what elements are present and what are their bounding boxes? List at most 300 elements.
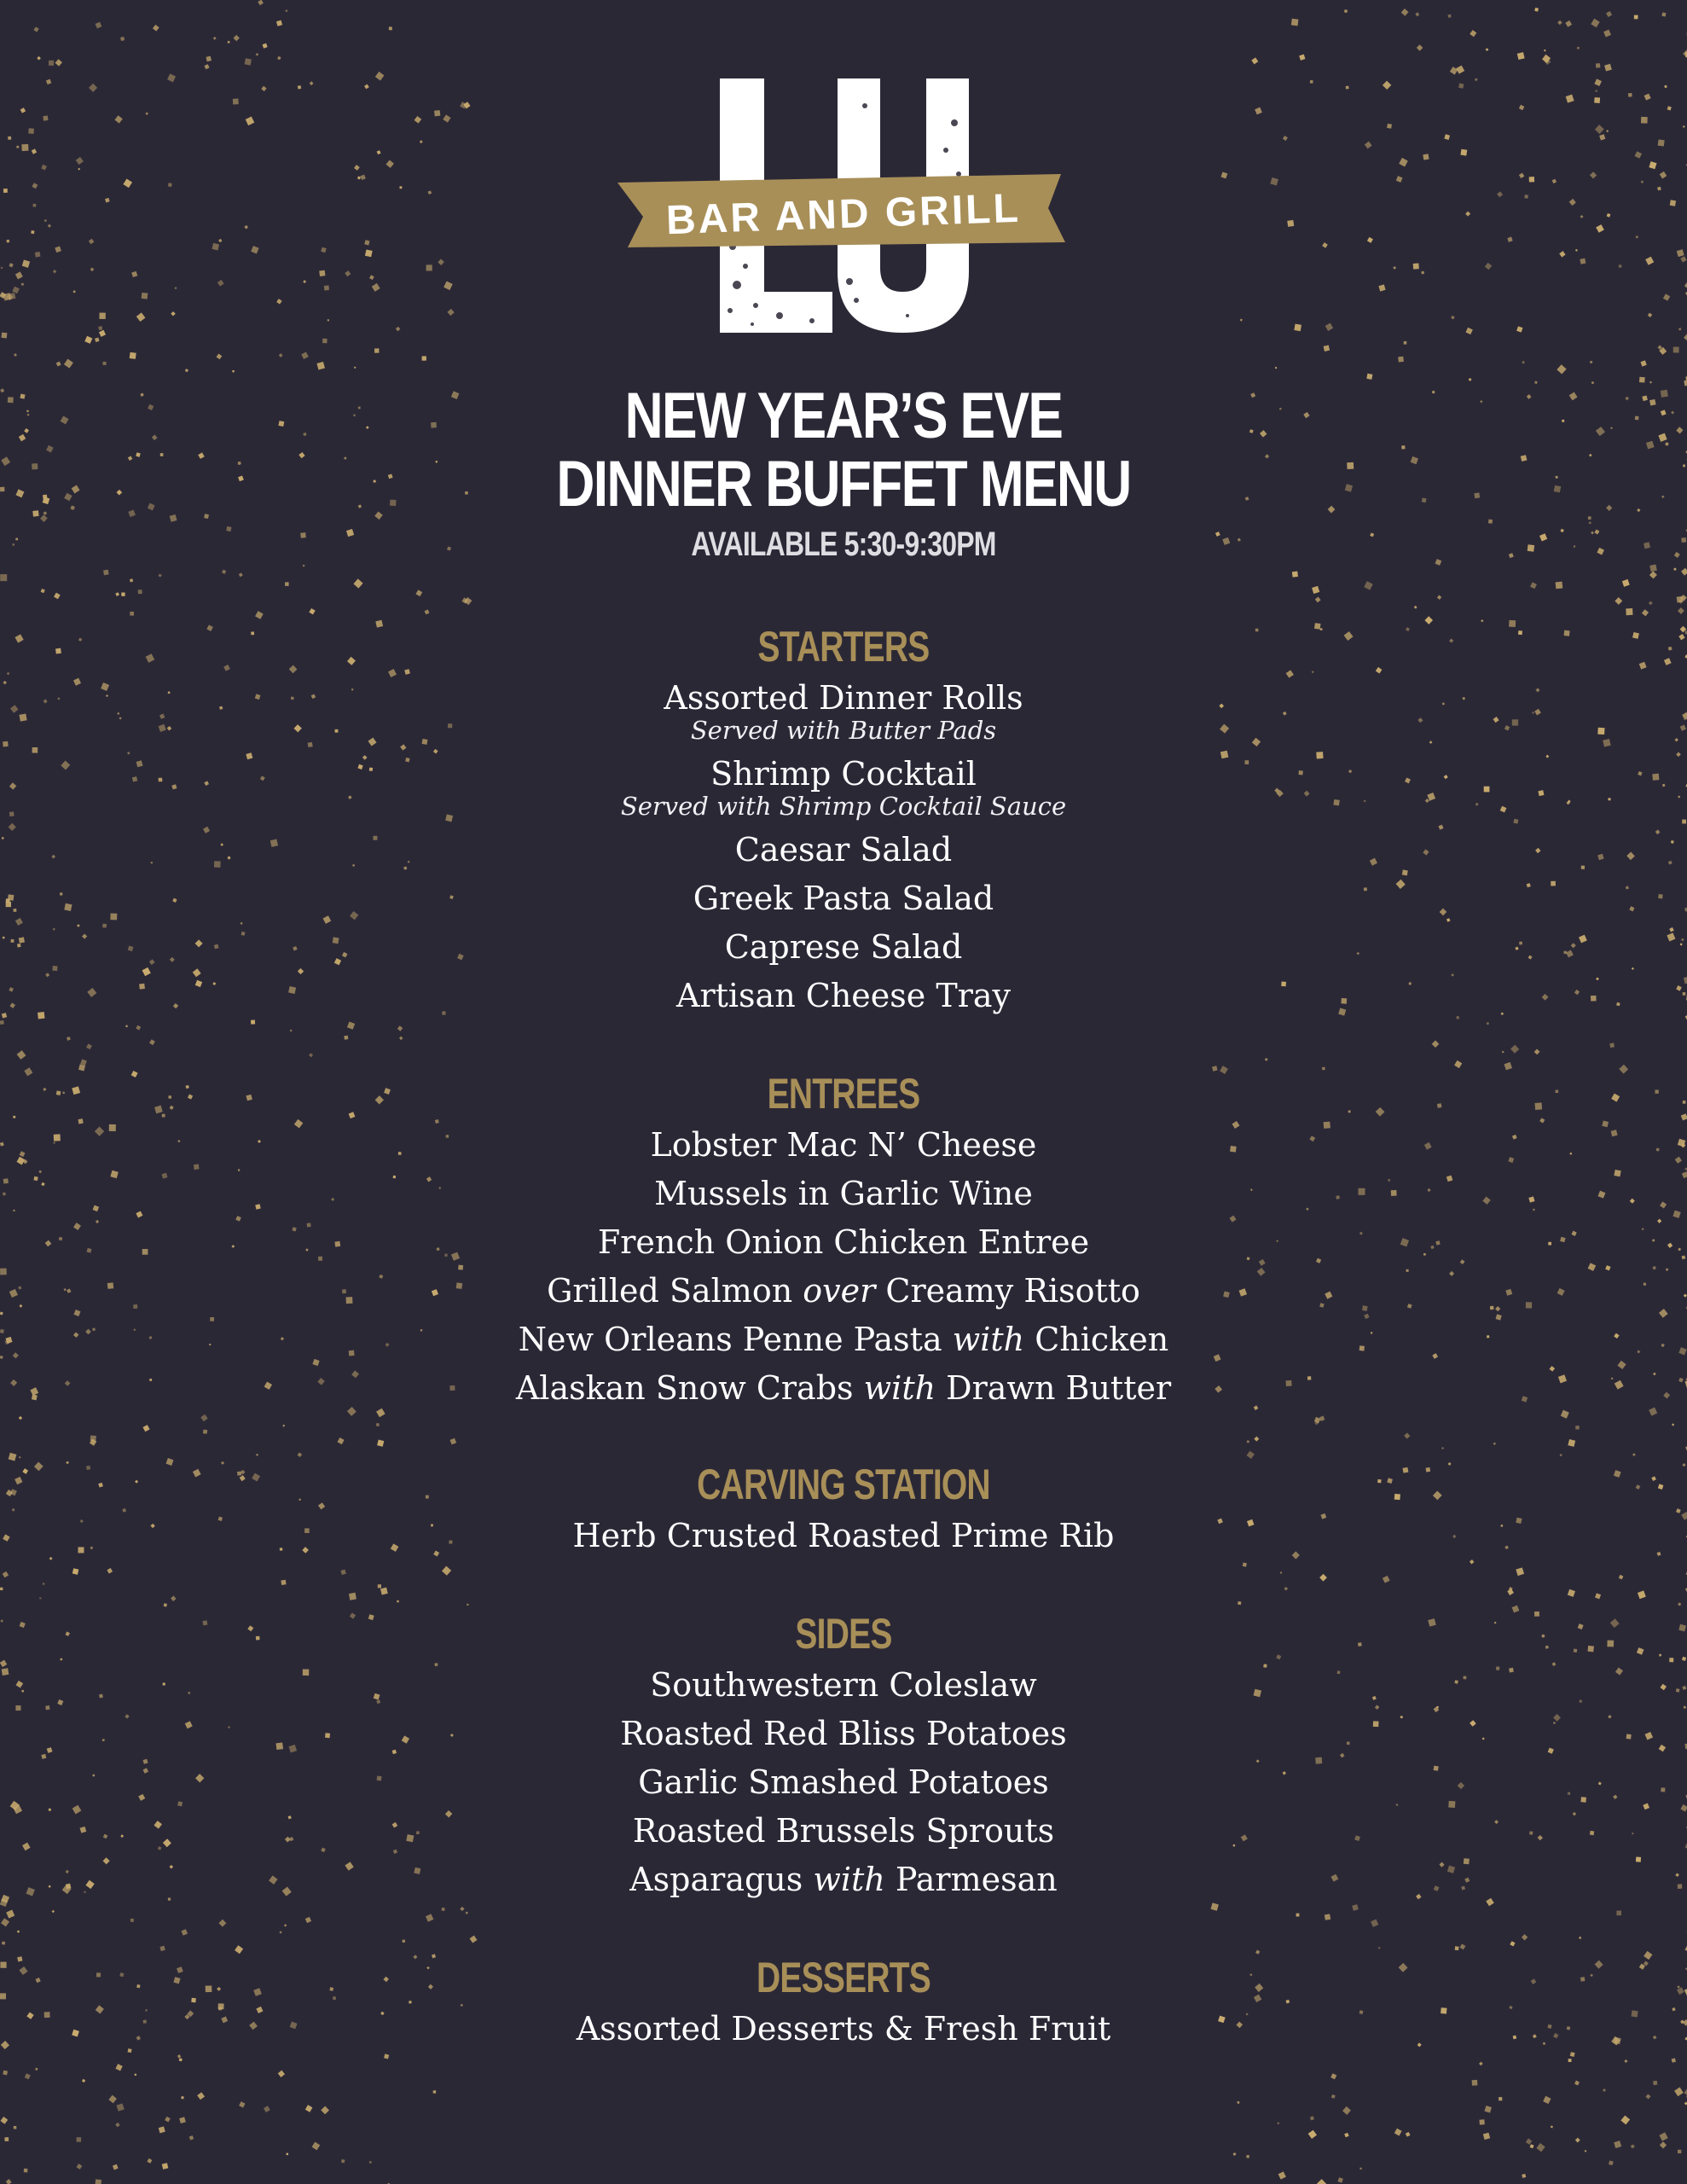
menu-item: Artisan Cheese Tray: [676, 977, 1011, 1014]
confetti-speck: [1566, 95, 1574, 103]
confetti-speck: [3, 189, 8, 193]
confetti-speck: [77, 2164, 83, 2169]
confetti-speck: [1324, 345, 1330, 351]
confetti-speck: [89, 239, 95, 245]
confetti-speck: [1524, 195, 1528, 199]
confetti-speck: [1659, 2132, 1667, 2140]
confetti-speck: [372, 283, 380, 292]
confetti-speck: [116, 2103, 124, 2111]
confetti-speck: [35, 2068, 38, 2071]
confetti-speck: [33, 26, 38, 32]
confetti-speck: [212, 243, 220, 251]
confetti-speck: [1595, 90, 1597, 92]
confetti-speck: [1325, 323, 1333, 331]
confetti-speck: [1516, 326, 1522, 332]
confetti-speck: [301, 351, 309, 359]
confetti-speck: [1383, 81, 1391, 90]
section-heading-entrees: ENTREES: [767, 1070, 920, 1118]
confetti-speck: [1599, 134, 1605, 140]
confetti-speck: [167, 73, 176, 82]
confetti-speck: [1299, 55, 1305, 61]
confetti-speck: [185, 369, 188, 372]
confetti-speck: [15, 271, 23, 279]
menu-item-dish: Asparagus: [629, 1861, 803, 1898]
confetti-speck: [287, 2153, 288, 2155]
confetti-speck: [55, 59, 62, 66]
confetti-speck: [1606, 130, 1609, 132]
confetti-speck: [258, 0, 264, 5]
confetti-speck: [1683, 125, 1685, 128]
confetti-speck: [1485, 263, 1492, 270]
confetti-speck: [1674, 2088, 1684, 2097]
section-carving-station: [0, 1461, 1687, 1560]
confetti-speck: [319, 270, 325, 276]
confetti-speck: [16, 146, 19, 148]
confetti-speck: [369, 2161, 372, 2164]
confetti-speck: [278, 2071, 285, 2077]
confetti-speck: [245, 58, 252, 65]
confetti-speck: [197, 2092, 205, 2100]
confetti-speck: [1469, 378, 1472, 381]
confetti-speck: [1251, 57, 1258, 64]
confetti-speck: [123, 179, 132, 189]
confetti-speck: [1595, 125, 1604, 134]
confetti-speck: [102, 362, 106, 365]
confetti-speck: [48, 224, 51, 228]
confetti-speck: [1240, 318, 1243, 321]
confetti-speck: [1472, 2080, 1478, 2086]
confetti-speck: [1534, 8, 1539, 12]
confetti-speck: [95, 2179, 101, 2184]
confetti-speck: [31, 230, 34, 234]
confetti-speck: [72, 290, 75, 293]
confetti-speck: [1575, 249, 1578, 252]
confetti-speck: [1246, 2155, 1249, 2158]
confetti-speck: [232, 370, 235, 373]
confetti-speck: [374, 348, 379, 352]
section-heading-starters: STARTERS: [757, 623, 930, 671]
menu-item: French Onion Chicken Entree: [597, 1223, 1090, 1261]
menu-item-joiner: with: [952, 1321, 1025, 1358]
confetti-speck: [20, 107, 26, 113]
menu-item: Roasted Brussels Sprouts: [632, 1812, 1055, 1850]
confetti-speck: [82, 2079, 85, 2082]
confetti-speck: [1670, 200, 1676, 206]
menu-item: Shrimp Cocktail: [710, 755, 977, 793]
confetti-speck: [354, 165, 360, 171]
confetti-speck: [206, 56, 212, 62]
menu-item-accompaniment: Drawn Butter: [946, 1369, 1172, 1407]
confetti-speck: [28, 128, 34, 134]
menu-item: Assorted Desserts & Fresh Fruit: [576, 2010, 1111, 2048]
confetti-speck: [77, 2137, 82, 2142]
menu-item: Caprese Salad: [724, 928, 963, 966]
confetti-speck: [1603, 30, 1611, 38]
menu-title-line-2: DINNER BUFFET MENU: [556, 448, 1131, 520]
confetti-speck: [322, 339, 327, 343]
confetti-speck: [1483, 2133, 1490, 2140]
confetti-speck: [426, 264, 432, 270]
confetti-speck: [159, 2126, 165, 2133]
confetti-speck: [1283, 136, 1288, 141]
menu-item-note: Served with Butter Pads: [690, 716, 997, 745]
confetti-speck: [434, 110, 440, 116]
confetti-speck: [147, 2158, 152, 2164]
confetti-speck: [1444, 134, 1450, 140]
confetti-speck: [1658, 139, 1665, 146]
confetti-speck: [4, 2137, 9, 2141]
confetti-speck: [24, 2169, 28, 2173]
confetti-speck: [1609, 2160, 1614, 2165]
confetti-speck: [153, 25, 159, 32]
confetti-speck: [1614, 2140, 1621, 2148]
confetti-speck: [1401, 9, 1409, 16]
confetti-speck: [1569, 199, 1576, 206]
confetti-speck: [56, 362, 61, 367]
confetti-speck: [422, 356, 426, 360]
confetti-speck: [1499, 2097, 1502, 2100]
confetti-speck: [78, 168, 80, 171]
confetti-speck: [324, 285, 329, 290]
confetti-speck: [189, 2135, 194, 2140]
confetti-speck: [1308, 2130, 1317, 2139]
confetti-speck: [365, 250, 373, 258]
menu-item: Assorted Dinner Rolls: [664, 679, 1023, 717]
confetti-speck: [113, 2164, 119, 2170]
confetti-speck: [1585, 2150, 1587, 2152]
confetti-speck: [168, 183, 172, 187]
confetti-speck: [1657, 187, 1661, 191]
confetti-speck: [1529, 177, 1535, 183]
confetti-speck: [276, 299, 282, 305]
confetti-speck: [1596, 224, 1604, 233]
confetti-speck: [1393, 266, 1396, 270]
confetti-speck: [1367, 237, 1373, 243]
confetti-speck: [1644, 94, 1651, 101]
confetti-speck: [32, 183, 38, 189]
confetti-speck: [263, 44, 268, 49]
confetti-speck: [1394, 2129, 1402, 2136]
confetti-speck: [108, 2095, 117, 2104]
confetti-speck: [21, 144, 28, 151]
confetti-speck: [277, 56, 281, 60]
menu-item-dish: Alaskan Snow Crabs: [515, 1369, 854, 1407]
confetti-speck: [7, 240, 10, 243]
confetti-speck: [321, 247, 327, 253]
lu-bar-and-grill-logo: [609, 72, 1078, 345]
confetti-speck: [105, 198, 110, 203]
confetti-speck: [1631, 2144, 1635, 2148]
section-starters: [0, 623, 1687, 1020]
confetti-speck: [1317, 2179, 1326, 2184]
confetti-speck: [1450, 67, 1458, 75]
confetti-speck: [1310, 80, 1313, 84]
confetti-speck: [43, 115, 48, 120]
confetti-speck: [44, 219, 47, 222]
confetti-speck: [1465, 212, 1470, 217]
confetti-speck: [1359, 2168, 1361, 2169]
confetti-speck: [1641, 181, 1644, 183]
confetti-speck: [1344, 2133, 1348, 2137]
confetti-speck: [1458, 84, 1464, 89]
confetti-speck: [96, 22, 102, 29]
confetti-speck: [1387, 124, 1392, 129]
confetti-speck: [1684, 334, 1687, 341]
confetti-speck: [84, 336, 92, 344]
confetti-speck: [1544, 49, 1546, 52]
confetti-speck: [49, 61, 54, 66]
confetti-speck: [9, 263, 13, 267]
menu-item: [0, 1364, 1687, 1413]
availability-hours: AVAILABLE 5:30-9:30PM: [691, 526, 996, 563]
confetti-speck: [375, 72, 385, 81]
menu-item: Greek Pasta Salad: [693, 880, 994, 917]
confetti-speck: [1557, 364, 1566, 374]
confetti-speck: [246, 117, 255, 126]
confetti-speck: [1497, 191, 1503, 197]
confetti-speck: [443, 282, 453, 291]
confetti-speck: [386, 160, 393, 167]
menu-item-joiner: with: [863, 1369, 936, 1407]
confetti-speck: [1604, 64, 1612, 72]
confetti-speck: [1678, 328, 1681, 330]
confetti-speck: [90, 267, 95, 271]
confetti-speck: [389, 26, 392, 30]
confetti-speck: [217, 280, 224, 287]
confetti-speck: [228, 41, 230, 44]
confetti-speck: [305, 2105, 313, 2112]
confetti-speck: [1310, 2117, 1314, 2121]
confetti-speck: [115, 2123, 119, 2127]
confetti-speck: [1684, 2089, 1687, 2096]
confetti-speck: [377, 150, 381, 154]
confetti-speck: [233, 99, 239, 105]
confetti-speck: [1331, 2094, 1336, 2099]
confetti-speck: [1575, 2138, 1580, 2143]
confetti-speck: [25, 2073, 31, 2079]
confetti-speck: [1678, 2150, 1681, 2153]
confetti-speck: [12, 287, 20, 294]
confetti-speck: [22, 259, 30, 267]
confetti-speck: [1580, 215, 1584, 218]
confetti-speck: [1603, 2088, 1606, 2092]
confetti-speck: [1641, 360, 1647, 366]
confetti-speck: [179, 2117, 186, 2123]
confetti-speck: [1399, 158, 1408, 167]
confetti-speck: [1322, 242, 1328, 248]
section-heading-sides: SIDES: [795, 1610, 892, 1658]
menu-item: Mussels in Garlic Wine: [654, 1175, 1033, 1212]
menu-item-joiner: with: [813, 1861, 885, 1898]
menu-item: [0, 1267, 1687, 1316]
confetti-speck: [1649, 161, 1656, 169]
confetti-speck: [174, 287, 177, 289]
logo-banner-text: BAR AND GRILL: [665, 185, 1022, 244]
confetti-speck: [1519, 105, 1524, 110]
confetti-speck: [1641, 117, 1648, 124]
confetti-speck: [261, 86, 266, 91]
confetti-speck: [1484, 2106, 1491, 2112]
confetti-speck: [1645, 2094, 1650, 2099]
confetti-speck: [364, 84, 369, 90]
confetti-speck: [256, 53, 259, 56]
confetti-speck: [218, 239, 222, 242]
confetti-speck: [1636, 235, 1638, 238]
confetti-speck: [171, 311, 176, 317]
confetti-speck: [35, 252, 41, 258]
confetti-speck: [438, 259, 443, 265]
confetti-speck: [396, 327, 400, 331]
confetti-speck: [1507, 237, 1512, 242]
confetti-speck: [1591, 19, 1599, 27]
confetti-speck: [14, 2126, 17, 2129]
confetti-speck: [115, 2064, 122, 2071]
confetti-speck: [32, 204, 36, 207]
confetti-speck: [1277, 2122, 1279, 2124]
confetti-speck: [1680, 256, 1686, 262]
confetti-speck: [1421, 271, 1424, 275]
confetti-speck: [1522, 361, 1525, 364]
menu-item: [0, 1316, 1687, 1364]
confetti-speck: [1417, 44, 1423, 50]
confetti-speck: [130, 352, 136, 359]
confetti-speck: [251, 246, 258, 253]
menu-item-accompaniment: Chicken: [1035, 1321, 1169, 1358]
confetti-speck: [298, 85, 302, 90]
confetti-speck: [239, 2101, 245, 2107]
confetti-speck: [1530, 2144, 1534, 2148]
confetti-speck: [1667, 106, 1672, 110]
confetti-speck: [1664, 85, 1667, 89]
confetti-speck: [1594, 97, 1600, 103]
confetti-speck: [1255, 107, 1262, 115]
confetti-speck: [177, 2054, 182, 2059]
confetti-speck: [41, 165, 47, 171]
confetti-speck: [1456, 66, 1464, 74]
confetti-speck: [1590, 361, 1592, 363]
confetti-speck: [1460, 149, 1467, 156]
confetti-speck: [1577, 47, 1580, 49]
confetti-speck: [6, 2179, 12, 2184]
menu-item: Caesar Salad: [734, 831, 953, 868]
confetti-speck: [321, 2106, 329, 2115]
confetti-speck: [1552, 179, 1557, 184]
confetti-speck: [1451, 316, 1455, 320]
confetti-speck: [264, 2106, 270, 2112]
confetti-speck: [1415, 12, 1419, 16]
confetti-speck: [1557, 20, 1562, 26]
confetti-speck: [1624, 2059, 1627, 2063]
confetti-speck: [1278, 2171, 1286, 2179]
confetti-speck: [1465, 328, 1472, 334]
confetti-speck: [95, 338, 99, 342]
confetti-speck: [1237, 2101, 1240, 2105]
confetti-speck: [135, 2074, 137, 2077]
confetti-speck: [1672, 2058, 1676, 2062]
confetti-speck: [1590, 171, 1597, 178]
confetti-speck: [447, 309, 454, 316]
confetti-speck: [1526, 2139, 1532, 2145]
confetti-speck: [1580, 258, 1586, 264]
confetti-speck: [204, 64, 209, 69]
confetti-speck: [8, 136, 11, 140]
confetti-speck: [3, 2071, 8, 2076]
confetti-speck: [1270, 177, 1278, 186]
confetti-speck: [1574, 2081, 1580, 2086]
confetti-speck: [99, 330, 106, 337]
confetti-speck: [99, 313, 105, 319]
confetti-speck: [55, 246, 61, 253]
confetti-speck: [1519, 173, 1524, 178]
confetti-speck: [1291, 19, 1299, 26]
menu-title-line-1: NEW YEAR’S EVE: [624, 380, 1063, 452]
confetti-speck: [234, 35, 240, 41]
confetti-speck: [1233, 2152, 1237, 2156]
confetti-speck: [415, 116, 422, 124]
confetti-speck: [1470, 30, 1476, 37]
confetti-speck: [1344, 9, 1348, 13]
menu-item-note: Served with Shrimp Cocktail Sauce: [620, 792, 1067, 821]
confetti-speck: [1, 333, 7, 339]
confetti-speck: [1330, 2073, 1336, 2079]
confetti-speck: [1596, 63, 1600, 67]
confetti-speck: [1606, 11, 1612, 17]
menu-content: [0, 382, 1687, 2053]
confetti-speck: [181, 2096, 184, 2100]
confetti-speck: [1378, 284, 1385, 291]
confetti-speck: [1413, 263, 1419, 269]
confetti-speck: [369, 275, 374, 280]
confetti-speck: [1648, 313, 1652, 317]
confetti-speck: [1568, 2059, 1572, 2062]
confetti-speck: [279, 353, 283, 357]
confetti-speck: [354, 366, 357, 369]
confetti-speck: [310, 81, 314, 85]
confetti-speck: [1628, 93, 1632, 97]
confetti-speck: [1517, 52, 1525, 60]
menu-item-dish: Grilled Salmon: [547, 1272, 793, 1310]
section-heading-carving-station: CARVING STATION: [697, 1461, 990, 1508]
confetti-speck: [1660, 171, 1667, 179]
confetti-speck: [76, 157, 84, 165]
confetti-speck: [360, 175, 365, 180]
confetti-speck: [0, 2117, 8, 2124]
section-entrees: [0, 1070, 1687, 1413]
confetti-speck: [328, 319, 329, 321]
confetti-speck: [142, 293, 148, 299]
section-desserts: [0, 1954, 1687, 2053]
confetti-speck: [1346, 86, 1349, 90]
confetti-speck: [1365, 142, 1372, 149]
menu-item: Roasted Red Bliss Potatoes: [620, 1715, 1067, 1752]
confetti-speck: [312, 2142, 321, 2151]
confetti-speck: [364, 240, 369, 245]
confetti-speck: [244, 225, 248, 229]
confetti-speck: [1634, 151, 1642, 159]
menu-item: Lobster Mac N’ Cheese: [650, 1126, 1037, 1164]
confetti-speck: [1653, 2081, 1657, 2085]
confetti-speck: [1475, 78, 1477, 81]
confetti-speck: [1404, 341, 1407, 345]
menu-item-accompaniment: Creamy Risotto: [885, 1272, 1140, 1310]
confetti-speck: [146, 113, 148, 115]
confetti-speck: [46, 79, 52, 85]
confetti-speck: [1275, 367, 1277, 369]
confetti-speck: [443, 114, 450, 122]
confetti-speck: [1337, 2177, 1342, 2182]
confetti-speck: [1634, 15, 1638, 20]
confetti-speck: [1479, 2119, 1484, 2124]
